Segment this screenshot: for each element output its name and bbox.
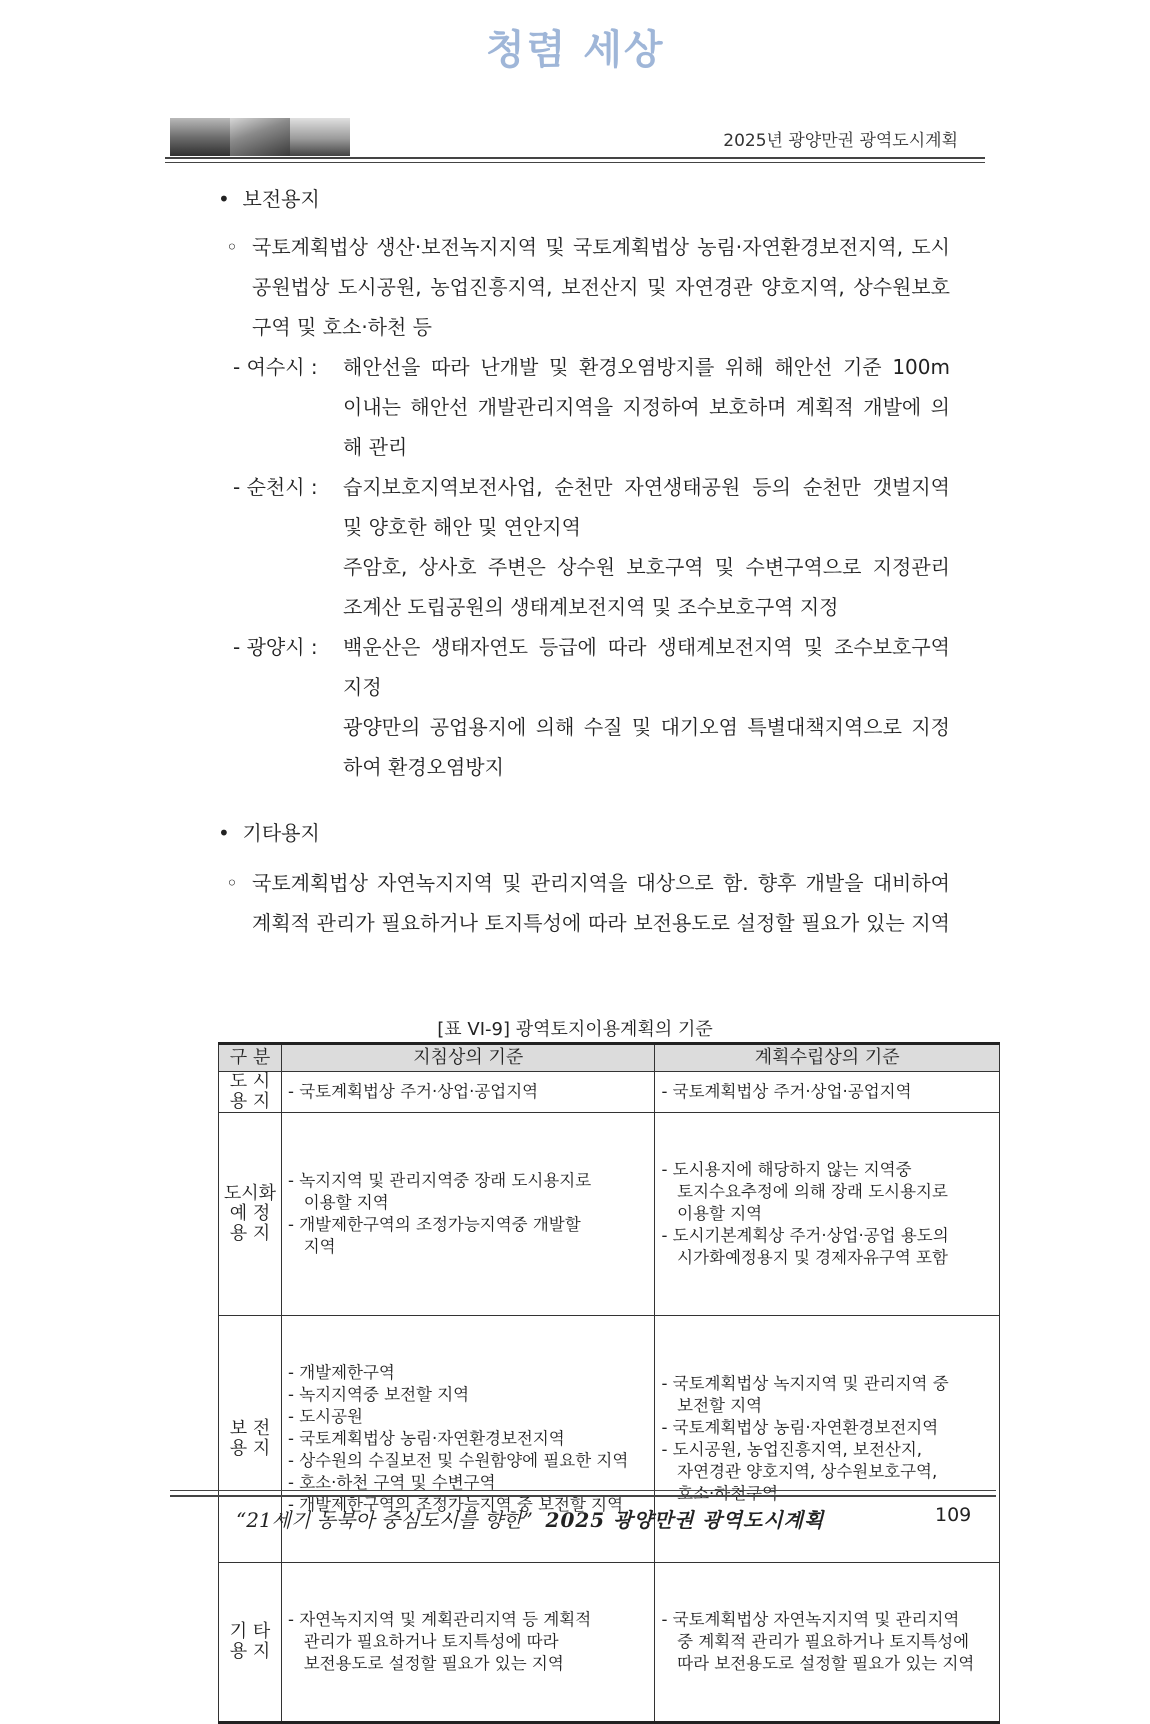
section-bullet-conservation: • 보전용지 <box>218 187 320 211</box>
header-rule-thin <box>165 162 985 163</box>
city-text-line: 이내는 해안선 개발관리지역을 지정하여 보호하며 계획적 개발에 의 <box>343 395 950 419</box>
land-use-criteria-table <box>218 1042 1000 1724</box>
row-plan: - 국토계획법상 자연녹지지역 및 관리지역 중 계획적 관리가 필요하거나 토지특성에 따라 보전용도로 설정할 필요가 있는 지역 <box>655 1563 1000 1723</box>
circle-bullet: ◦ <box>226 871 238 895</box>
city-text-line: 광양만의 공업용지에 의해 수질 및 대기오염 특별대책지역으로 지정 <box>343 715 950 739</box>
row-guideline: - 개발제한구역 - 녹지지역중 보전할 지역 - 도시공원 - 국토계획법상 농림·자연환경보전지역 - 상수원의 수질보전 및 수원함양에 필요한 지역 - 호소·하천 구역 및 수변구역 - 개발제한구역의 조정가능지역 중 보전할 지역 <box>282 1316 655 1563</box>
row-category: 도 시 용 지 <box>219 1072 282 1113</box>
logo-wordmark: 청렴 세상 <box>486 26 665 73</box>
table-row <box>219 1113 1000 1316</box>
city-text-line: 지정 <box>343 675 382 699</box>
intro-line: 국토계획법상 자연녹지지역 및 관리지역을 대상으로 함. 향후 개발을 대비하여 <box>252 871 950 895</box>
city-text-line: 하여 환경오염방지 <box>343 755 504 779</box>
page-number: 109 <box>935 1504 972 1526</box>
intro-line: 공원법상 도시공원, 농업진흥지역, 보전산지 및 자연경관 양호지역, 상수원보호 <box>252 275 950 299</box>
header-photo-3 <box>290 118 350 156</box>
row-guideline: - 자연녹지지역 및 계획관리지역 등 계획적 관리가 필요하거나 토지특성에 따라 보전용도로 설정할 필요가 있는 지역 <box>282 1563 655 1723</box>
plan-name: 2025 광양만권 광역도시계획 <box>545 1508 825 1532</box>
city-text-line: 해안선을 따라 난개발 및 환경오염방지를 위해 해안선 기준 100m <box>343 355 950 379</box>
header-category: 구 분 <box>219 1044 282 1072</box>
header-guideline: 지침상의 기준 <box>282 1044 655 1072</box>
footer-rule <box>170 1495 996 1497</box>
document-title: 2025년 광양만권 광역도시계획 <box>723 131 958 151</box>
intro-line: 국토계획법상 생산·보전녹지지역 및 국토계획법상 농림·자연환경보전지역, 도시 <box>252 235 950 259</box>
row-plan: - 도시용지에 해당하지 않는 지역중 토지수요추정에 의해 장래 도시용지로 이용할 지역 - 도시기본계획상 주거·상업·공업 용도의 시가화예정용지 및 경제자유구역 포함 <box>655 1113 1000 1316</box>
row-plan: - 국토계획법상 녹지지역 및 관리지역 중 보전할 지역 - 국토계획법상 농림·자연환경보전지역 - 도시공원, 농업진흥지역, 보전산지, 자연경관 양호지역, 상수원보호구역, 호소·하천구역 <box>655 1316 1000 1563</box>
row-guideline: - 국토계획법상 주거·상업·공업지역 <box>282 1072 655 1113</box>
section-bullet-other: • 기타용지 <box>218 821 320 845</box>
header-photo-2 <box>230 118 290 156</box>
section-title: 기타용지 <box>242 821 320 845</box>
table-row <box>219 1072 1000 1113</box>
table-header-row <box>219 1044 1000 1072</box>
row-plan: - 국토계획법상 주거·상업·공업지역 <box>655 1072 1000 1113</box>
city-text-line: 및 양호한 해안 및 연안지역 <box>343 515 581 539</box>
footer-rule-thin <box>170 1490 996 1491</box>
city-label-gwangyang: - 광양시 : <box>233 635 318 659</box>
city-label-yeosu: - 여수시 : <box>233 355 318 379</box>
row-category: 도시화 예 정 용 지 <box>219 1113 282 1316</box>
footer-slogan <box>236 1504 824 1533</box>
row-category: 기 타 용 지 <box>219 1563 282 1723</box>
city-text-line: 해 관리 <box>343 435 408 459</box>
slogan-text: “21세기 동북아 중심도시를 향한” <box>236 1508 533 1532</box>
circle-bullet: ◦ <box>226 235 238 259</box>
header-rule <box>165 157 985 159</box>
intro-line: 계획적 관리가 필요하거나 토지특성에 따라 보전용도로 설정할 필요가 있는 지역 <box>252 911 950 935</box>
row-category: 보 전 용 지 <box>219 1316 282 1563</box>
city-text-line: 조계산 도립공원의 생태계보전지역 및 조수보호구역 지정 <box>343 595 839 619</box>
header-plan: 계획수립상의 기준 <box>655 1044 1000 1072</box>
table-row <box>219 1563 1000 1723</box>
city-label-suncheon: - 순천시 : <box>233 475 318 499</box>
header-photo-1 <box>170 118 230 156</box>
city-text-line: 주암호, 상사호 주변은 상수원 보호구역 및 수변구역으로 지정관리 <box>343 555 950 579</box>
city-text-line: 습지보호지역보전사업, 순천만 자연생태공원 등의 순천만 갯벌지역 <box>343 475 950 499</box>
intro-line: 구역 및 호소·하천 등 <box>252 315 432 339</box>
row-guideline: - 녹지지역 및 관리지역중 장래 도시용지로 이용할 지역 - 개발제한구역의 조정가능지역중 개발할 지역 <box>282 1113 655 1316</box>
city-text-line: 백운산은 생태자연도 등급에 따라 생태계보전지역 및 조수보호구역 <box>343 635 950 659</box>
table-caption: [표 VI-9] 광역토지이용계획의 기준 <box>437 1019 713 1040</box>
section-title: 보전용지 <box>242 187 320 211</box>
